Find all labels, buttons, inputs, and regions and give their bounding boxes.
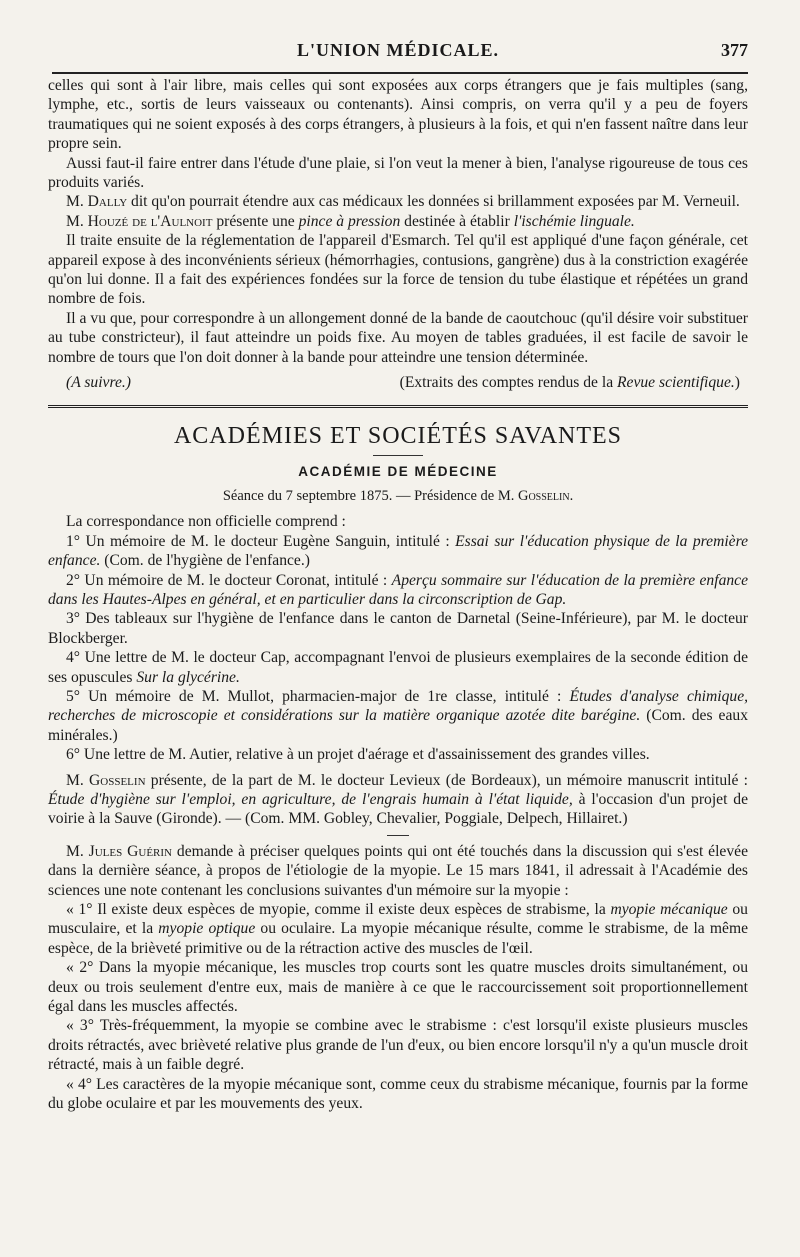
quote-paragraph (48, 958, 748, 1016)
list-item (48, 532, 748, 571)
italic-text: Aperçu sommaire sur l'éducation de la première enfance dans les Hautes-Alpes en général, et en particulier dans la circonscription de Gap. (48, 571, 748, 608)
paragraph-text: Il a vu que, pour correspondre à un allongement donné de la bande de caoutchouc (qu'il désire voir substituer au tube constricteur), il faut atteindre un poids fixe. Au moyen de tables graduées, il est facile de savoir le nombre de tours que l'on doit donner à la bande pour atteindre une tension déterminée. (48, 309, 748, 366)
italic-text: pince à pression (298, 212, 401, 230)
list-item (48, 609, 748, 648)
paragraph-text: demande à préciser quelques points qui ont été touchés dans la discussion qui s'est élevée dans la dernière séance, à propos de l'étiologie de la myopie. Le 15 mars 1841, il adressait à l'Académie des sciences une note contenant les conclusions suivantes d'un mémoire sur la myopie : (48, 842, 748, 899)
paragraph-text: Il traite ensuite de la réglementation de l'appareil d'Esmarch. Tel qu'il est appliqué d'une façon générale, cet appareil expose à des inconvénients sérieux (hémorrhagies, contusions, gangrène) dus à la constriction exagérée qu'on lui donne. Il a fait des expériences fondées sur la force de tension du tube élastique et répétées un grand nombre de fois. (48, 232, 748, 308)
italic-text: myopie optique (158, 920, 256, 938)
citation-line (48, 373, 748, 392)
paragraph (48, 154, 748, 193)
item-text: (Com. de l'hygiène de l'enfance.) (100, 552, 310, 570)
italic-text: myopie mécanique (610, 901, 728, 919)
body-text (48, 76, 748, 1114)
paragraph-text: présente, de la part de M. le docteur Levieux (de Bordeaux), un mémoire manuscrit intitulé : (145, 771, 748, 789)
paragraph (48, 512, 748, 531)
president-name: Gosselin (517, 487, 570, 504)
paragraph (48, 192, 748, 211)
item-text: 3° Des tableaux sur l'hygiène de l'enfance dans le canton de Darnetal (Seine-Inférieure), par M. le docteur Blockberger. (48, 610, 748, 647)
session-line (48, 487, 748, 506)
citation-text: ) (734, 374, 740, 392)
author-name: M. Jules Guérin (66, 842, 172, 860)
item-text: (Com. des eaux minérales.) (48, 707, 748, 744)
quote-paragraph (48, 1016, 748, 1074)
author-name: M. Gosselin (66, 771, 146, 789)
page-number: 377 (721, 40, 748, 60)
citation-italic: Revue scientifique. (617, 374, 735, 392)
header-rule (52, 72, 748, 74)
list-item (48, 571, 748, 610)
item-text: 2° Un mémoire de M. le docteur Coronat, intitulé : (66, 571, 392, 589)
session-text: . (569, 487, 574, 504)
italic-text: Sur la glycérine. (136, 668, 240, 686)
paragraph (48, 842, 748, 900)
session-text: Séance du 7 septembre 1875. — Présidence de M. (222, 487, 518, 504)
quote-text: ou musculaire, et la (48, 901, 748, 938)
paragraph-text: La correspondance non officielle comprend : (66, 513, 346, 531)
section-divider (48, 405, 748, 411)
item-text: 1° Un mémoire de M. le docteur Eugène Sanguin, intitulé : (66, 532, 456, 550)
italic-text: Essai sur l'éducation physique de la première enfance. (48, 532, 749, 570)
quote-text: « 3° Très-fréquemment, la myopie se combine avec le strabisme : c'est lorsqu'il existe plusieurs muscles droits rétractés, avec brièveté relative plus grande de l'un d'eux, ou bien encore lorsqu'il n'y a qu'un muscle droit rétracté, mais à un faible degré. (48, 1017, 748, 1074)
paragraph: celles qui sont à l'air libre, mais celles qui sont exposées aux corps étrangers que je fais multiples (sang, lymphe, etc., sortis de leurs vaisseaux ou contenants). Ainsi compris, on verra qu'il y a peu de foyers traumatiques qui ne soient exposés à des corps étrangers, à plusieurs à la fois, et qui n'en fassent naître dans leur propre sein. (48, 77, 748, 153)
italic-text: Études d'analyse chimique, recherches de microscopie et considérations sur la matière organique azotée dite barégine. (48, 687, 749, 725)
list-item (48, 687, 748, 745)
paragraph (48, 309, 748, 367)
quote-text: « 4° Les caractères de la myopie mécanique sont, comme ceux du strabisme mécanique, fournis par la forme du globe oculaire et par les mouvements des yeux. (48, 1075, 748, 1113)
paragraph (48, 231, 748, 309)
title-rule (373, 455, 423, 456)
author-name: M. Dally (66, 193, 128, 211)
citation-text: (Extraits des comptes rendus de la (399, 374, 618, 392)
italic-text: l'ischémie linguale. (513, 212, 635, 230)
paragraph-text: présente une (212, 212, 299, 230)
item-text: 4° Une lettre de M. le docteur Cap, accompagnant l'envoi de plusieurs exemplaires de la seconde édition de ses opuscules (48, 649, 748, 686)
source-citation (400, 373, 740, 392)
paragraph-text: destinée à établir (400, 212, 514, 230)
paragraph-text: dit qu'on pourrait étendre aux cas médicaux les données si brillamment exposées par M. Verneuil. (127, 193, 740, 211)
journal-title: L'UNION MÉDICALE. (296, 40, 500, 60)
item-text: 6° Une lettre de M. Autier, relative à un projet d'aérage et d'assainissement des grandes villes. (66, 746, 650, 764)
quote-paragraph (48, 1075, 748, 1114)
paragraph-text: Aussi faut-il faire entrer dans l'étude d'une plaie, si l'on veut la mener à bien, l'analyse rigoureuse de tous ces produits variés. (48, 154, 748, 192)
quote-text: « 2° Dans la myopie mécanique, les muscles trop courts sont les quatre muscles droits simultanément, ou deux ou trois seulement d'entre eux, mais de manière à ce que le raccourcissement soit proportionnellement égal dans les muscles affectés. (48, 959, 748, 1016)
list-item (48, 648, 748, 687)
quote-text: « 1° Il existe deux espèces de myopie, comme il existe deux espèces de strabisme, la (66, 901, 611, 919)
to-be-continued: (A suivre.) (66, 374, 131, 392)
paragraph-text: à l'occasion d'un projet de voirie à la Sauve (Gironde). — (Com. MM. Gobley, Chevalier, Poggiale, Delpech, Hillairet.) (48, 791, 748, 828)
quote-paragraph (48, 900, 748, 958)
subsection-title: ACADÉMIE DE MÉDECINE (298, 463, 498, 479)
paragraph (48, 771, 748, 829)
section-title: ACADÉMIES ET SOCIÉTÉS SAVANTES (173, 422, 623, 449)
paragraph (48, 212, 748, 231)
running-header (48, 40, 748, 70)
quote-text: ou oculaire. La myopie mécanique résulte, comme le strabisme, de la même espèce, de la brièveté primitive ou de la rétraction active des muscles de l'œil. (48, 920, 748, 957)
item-text: 5° Un mémoire de M. Mullot, pharmacien-major de 1re classe, intitulé : (66, 687, 570, 705)
author-name: M. Houzé de l'Aulnoit (66, 212, 213, 230)
italic-text: Étude d'hygiène sur l'emploi, en agriculture, de l'engrais humain à l'état liquide, (48, 791, 573, 808)
list-item (48, 745, 748, 764)
